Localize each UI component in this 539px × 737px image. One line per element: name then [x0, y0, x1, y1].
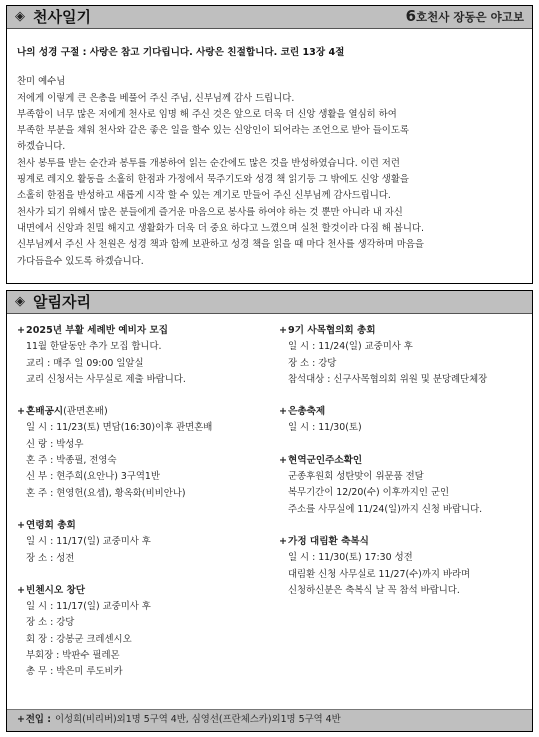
- notice-line: 부회장 : 박판수 필레몬: [26, 650, 120, 662]
- diary-line: 찬미 예수님: [17, 76, 66, 88]
- notice-line: 복무기간이 12/20(수) 이후까지인 군인: [288, 487, 450, 499]
- diamond-bullet-icon: ◈: [15, 8, 25, 24]
- notices-header: [7, 291, 532, 314]
- bible-verse: [7, 29, 532, 61]
- plus-icon: +: [279, 535, 288, 547]
- notice-line: 군종후원회 성탄맞이 위문품 전달: [288, 471, 424, 483]
- notice-line: 11월 한달동안 추가 모집 합니다.: [26, 341, 162, 353]
- notices-title: 알림자리: [33, 292, 91, 311]
- notice-section: [279, 323, 531, 388]
- notice-line: 교리 : 매주 일 09:00 일알실: [26, 357, 144, 369]
- notice-line: 교리 신청서는 사무실로 제출 바랍니다.: [26, 373, 186, 385]
- plus-icon: +: [279, 325, 288, 336]
- notice-title-text: 혼배공시: [26, 406, 64, 418]
- diary-line: 내면에서 신앙과 친밀 해지고 생활화가 더욱 더 중요 하다고 느꼈으며 실천 할것이라 다짐 해 봅니다.: [17, 222, 424, 234]
- notice-line: 일 시 : 11/17(일) 교중미사 후: [26, 601, 151, 613]
- notice-line: 일 시 : 11/30(토) 17:30 성전: [288, 552, 413, 564]
- notice-line: 주소를 사무실에 11/24(일)까지 신청 바랍니다.: [288, 503, 483, 515]
- notice-line: 장 소 : 성전: [26, 552, 75, 564]
- plus-icon: +: [17, 584, 26, 596]
- notice-section: [279, 404, 531, 437]
- notice-section: [279, 534, 531, 599]
- notices-panel: [6, 290, 533, 732]
- notice-line: 일 시 : 11/17(일) 교중미사 후: [26, 536, 151, 548]
- byline-text: 호천사 장동은 야고보: [416, 10, 524, 25]
- diary-line: 부족함이 너무 많은 저에게 천사로 임명 해 주신 것은 앞으로 더욱 더 신앙 생활을 열심히 하여: [17, 108, 397, 120]
- notice-line: 혼 주 : 현영헌(요셉), 황옥화(비비안나): [26, 487, 186, 499]
- move-in-footer: [7, 709, 532, 731]
- plus-icon: +: [17, 406, 26, 418]
- diary-byline: [406, 8, 524, 25]
- notice-title: [279, 453, 531, 469]
- diary-line: 핑계로 레지오 활동을 소홀히 한점과 가정에서 묵주기도와 성경 책 읽기등 그 밖에도 신앙 생활을: [17, 174, 409, 186]
- diary-body: [7, 61, 532, 270]
- diary-line: 가다듬을수 있도록 하겠습니다.: [17, 255, 144, 267]
- notices-left-column: [17, 323, 272, 697]
- notice-section: [17, 583, 272, 681]
- diary-line: 소홀히 한점을 반성하고 새롭게 시작 할 수 있는 계기로 만들어 주신 신부님께 감사드립니다.: [17, 190, 391, 202]
- plus-icon: +: [279, 406, 288, 418]
- diary-header: [7, 6, 532, 29]
- notice-title: [17, 518, 272, 534]
- notice-title: [17, 404, 272, 420]
- notice-section: [17, 404, 272, 502]
- diary-line: 천사 봉투를 받는 순간과 봉투를 개봉하여 읽는 순간에도 많은 것을 반성하였습니다. 이런 저런: [17, 157, 400, 169]
- notice-section: [17, 323, 272, 388]
- plus-icon: +: [17, 519, 26, 531]
- verse-label: 나의 성경 구절 :: [17, 47, 87, 58]
- notice-title-text: 가정 대림환 축복식: [288, 535, 369, 547]
- notice-section: [17, 518, 272, 567]
- notice-title: [279, 404, 531, 420]
- diary-line: 신부님께서 주신 사 천원은 성경 책과 함께 보관하고 성경 책을 읽을 때 마다 천사를 생각하며 마음을: [17, 239, 424, 251]
- diary-line: 하겠습니다.: [17, 141, 66, 153]
- notice-title-text: 빈첸시오 창단: [26, 584, 85, 596]
- plus-icon: +: [279, 454, 288, 466]
- notice-title: [279, 534, 531, 550]
- notice-line: 일 시 : 11/30(토): [288, 422, 362, 434]
- notice-line: 일 시 : 11/23(토) 면담(16:30)이후 관면혼배: [26, 422, 213, 434]
- verse-reference: 코린 13장 4절: [280, 47, 345, 58]
- footer-text: 이성희(비리버)외1명 5구역 4반, 심영선(프란체스카)외1명 5구역 4반: [55, 714, 341, 726]
- notice-line: 총 무 : 박은미 루도비카: [26, 666, 123, 678]
- notice-title: [17, 583, 272, 599]
- diary-line: 저에게 이렇게 큰 은총을 베풀어 주신 주님, 신부님께 감사 드립니다.: [17, 92, 295, 104]
- diary-line: 부족한 부분을 채워 천사와 같은 좋은 일을 할수 있는 신앙인이 되어라는 조언으로 받아 들이도록: [17, 125, 409, 137]
- notice-title-text: 은총축제: [288, 406, 326, 418]
- notice-title-text: 9기 사목협의회 총회: [288, 325, 376, 336]
- byline-number: 6: [405, 7, 416, 26]
- notice-title-suffix: (관면혼배): [63, 406, 108, 418]
- notice-line: 대림환 신청 사무실로 11/27(수)까지 바라며: [288, 568, 471, 580]
- notice-line: 신청하신분은 축복식 날 꼭 참석 바랍니다.: [288, 584, 460, 596]
- verse-text: 사랑은 참고 기다립니다. 사랑은 친절합니다.: [89, 47, 278, 58]
- plus-icon: +: [17, 714, 25, 726]
- notice-line: 신 부 : 현주희(요안나) 3구역1반: [26, 471, 160, 483]
- notice-title-text: 2025년 부활 세례반 예비자 모집: [26, 325, 169, 336]
- notices-right-column: [279, 323, 531, 615]
- notice-title-text: 연령회 총회: [26, 519, 76, 531]
- notice-title: [279, 323, 531, 339]
- notice-line: 일 시 : 11/24(일) 교중미사 후: [288, 341, 413, 353]
- diamond-bullet-icon: ◈: [15, 293, 25, 309]
- notice-title-text: 현역군인주소확인: [288, 454, 363, 466]
- notice-line: 회 장 : 강봉군 크레센시오: [26, 633, 132, 645]
- plus-icon: +: [17, 325, 26, 336]
- notice-line: 신 랑 : 박성우: [26, 438, 84, 450]
- notice-title: [17, 323, 272, 339]
- angel-diary-panel: [6, 5, 533, 284]
- notice-line: 혼 주 : 박종필, 전영숙: [26, 455, 117, 467]
- notice-line: 장 소 : 강당: [288, 357, 337, 369]
- footer-label: 전입 :: [25, 714, 51, 726]
- diary-title: 천사일기: [33, 7, 91, 26]
- notice-section: [279, 453, 531, 518]
- diary-line: 천사가 되기 위해서 많은 분들에게 즐거운 마음으로 봉사를 하여야 하는 것 뿐만 아니라 내 자신: [17, 206, 403, 218]
- notice-line: 장 소 : 강당: [26, 617, 75, 629]
- notice-line: 참석대상 : 신구사목협의회 위원 및 분당례단체장: [288, 373, 488, 385]
